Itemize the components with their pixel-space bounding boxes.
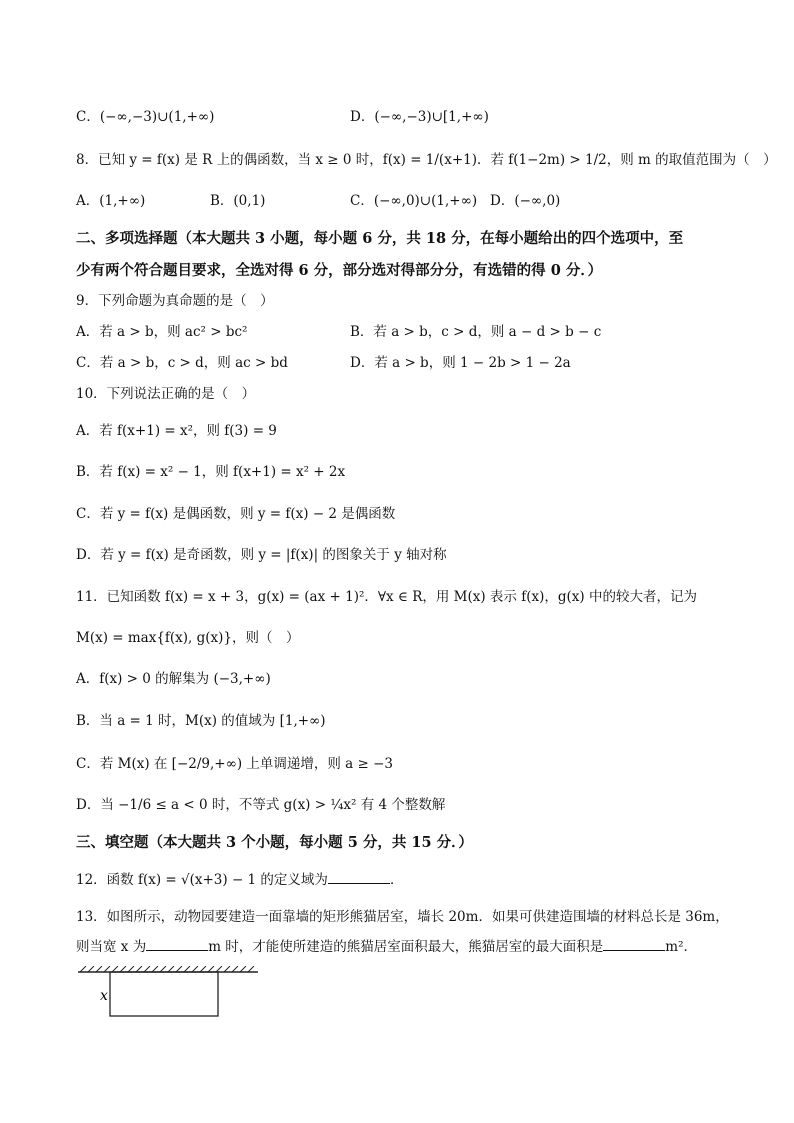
q10-stem: 10．下列说法正确的是（ ）: [76, 386, 256, 402]
q9-option-d[interactable]: D．若 a > b，则 1 − 2b > 1 − 2a: [350, 355, 571, 371]
q8-option-d[interactable]: D．(−∞,0): [490, 193, 561, 209]
q13-text-part2: m 时，才能使所建造的熊猫居室面积最大，熊猫居室的最大面积是: [208, 939, 604, 955]
section2-heading-line2: 少有两个符合题目要求，全选对得 6 分，部分选对得部分分，有选错的得 0 分．）: [76, 262, 603, 279]
q13-line1: 13．如图所示，动物园要建造一面靠墙的矩形熊猫居室，墙长 20m．如果可供建造围墙的材料总长是 36m，: [76, 909, 729, 925]
q8-option-a[interactable]: A．(1,+∞): [76, 193, 146, 209]
q12-question: [76, 871, 403, 889]
q12-answer-blank[interactable]: [328, 871, 390, 884]
q9-option-c[interactable]: C．若 a > b，c > d，则 ac > bd: [76, 355, 288, 371]
q9-option-b[interactable]: B．若 a > b，c > d，则 a − d > b − c: [350, 324, 602, 340]
q11-option-b[interactable]: B．当 a = 1 时，M(x) 的值域为 [1,+∞): [76, 713, 326, 729]
q10-option-b[interactable]: B．若 f(x) = x² − 1，则 f(x+1) = x² + 2x: [76, 464, 346, 480]
q13-width-blank[interactable]: [146, 938, 208, 951]
q11-option-a[interactable]: A．f(x) > 0 的解集为 (−3,+∞): [76, 671, 271, 687]
q10-option-a[interactable]: A．若 f(x+1) = x²，则 f(3) = 9: [76, 423, 277, 439]
q13-text-part1: 则当宽 x 为: [76, 939, 147, 955]
enclosure-rectangle: [110, 972, 218, 1016]
q11-stem-line2: M(x) = max{f(x), g(x)}，则（ ）: [76, 630, 300, 646]
wall-hatching: [78, 966, 258, 972]
q13-area-blank[interactable]: [603, 938, 665, 951]
q11-stem-line1: 11．已知函数 f(x) = x + 3，g(x) = (ax + 1)²．∀x ∈ R，用 M(x) 表示 f(x)，g(x) 中的较大者，记为: [76, 589, 697, 605]
q7-option-c[interactable]: C．(−∞,−3)∪(1,+∞): [76, 109, 215, 125]
q10-option-c[interactable]: C．若 y = f(x) 是偶函数，则 y = f(x) − 2 是偶函数: [76, 506, 396, 522]
q11-option-d[interactable]: D．当 −1/6 ≤ a < 0 时，不等式 g(x) > ¼x² 有 4 个整数解: [76, 797, 446, 813]
q10-option-d[interactable]: D．若 y = f(x) 是奇函数，则 y = |f(x)| 的图象关于 y 轴对称: [76, 547, 447, 563]
q12-period: ．: [389, 872, 404, 888]
q7-option-d[interactable]: D．(−∞,−3)∪[1,+∞): [350, 109, 489, 125]
q8-stem: 8．已知 y = f(x) 是 R 上的偶函数，当 x ≥ 0 时，f(x) = 1/(x+1)．若 f(1−2m) > 1/2，则 m 的取值范围为（ ）: [76, 152, 777, 168]
q11-option-c[interactable]: C．若 M(x) 在 [−2/9,+∞) 上单调递增，则 a ≥ −3: [76, 756, 394, 772]
q9-stem: 9．下列命题为真命题的是（ ）: [76, 293, 274, 309]
q8-option-b[interactable]: B．(0,1): [210, 193, 266, 209]
q12-text: 12．函数 f(x) = √(x+3) − 1 的定义域为: [76, 872, 328, 888]
q13-text-part3: m²．: [665, 939, 698, 955]
q9-option-a[interactable]: A．若 a > b，则 ac² > bc²: [76, 324, 248, 340]
q8-option-c[interactable]: C．(−∞,0)∪(1,+∞): [350, 193, 478, 209]
q13-line2: [76, 938, 697, 956]
section3-heading: 三、填空题（本大题共 3 个小题，每小题 5 分，共 15 分．）: [76, 834, 473, 851]
q13-figure: [78, 966, 268, 1026]
section2-heading-line1: 二、多项选择题（本大题共 3 小题，每小题 6 分，共 18 分，在每小题给出的四个选项中，至: [76, 230, 684, 247]
width-label-x: x: [100, 988, 108, 1004]
